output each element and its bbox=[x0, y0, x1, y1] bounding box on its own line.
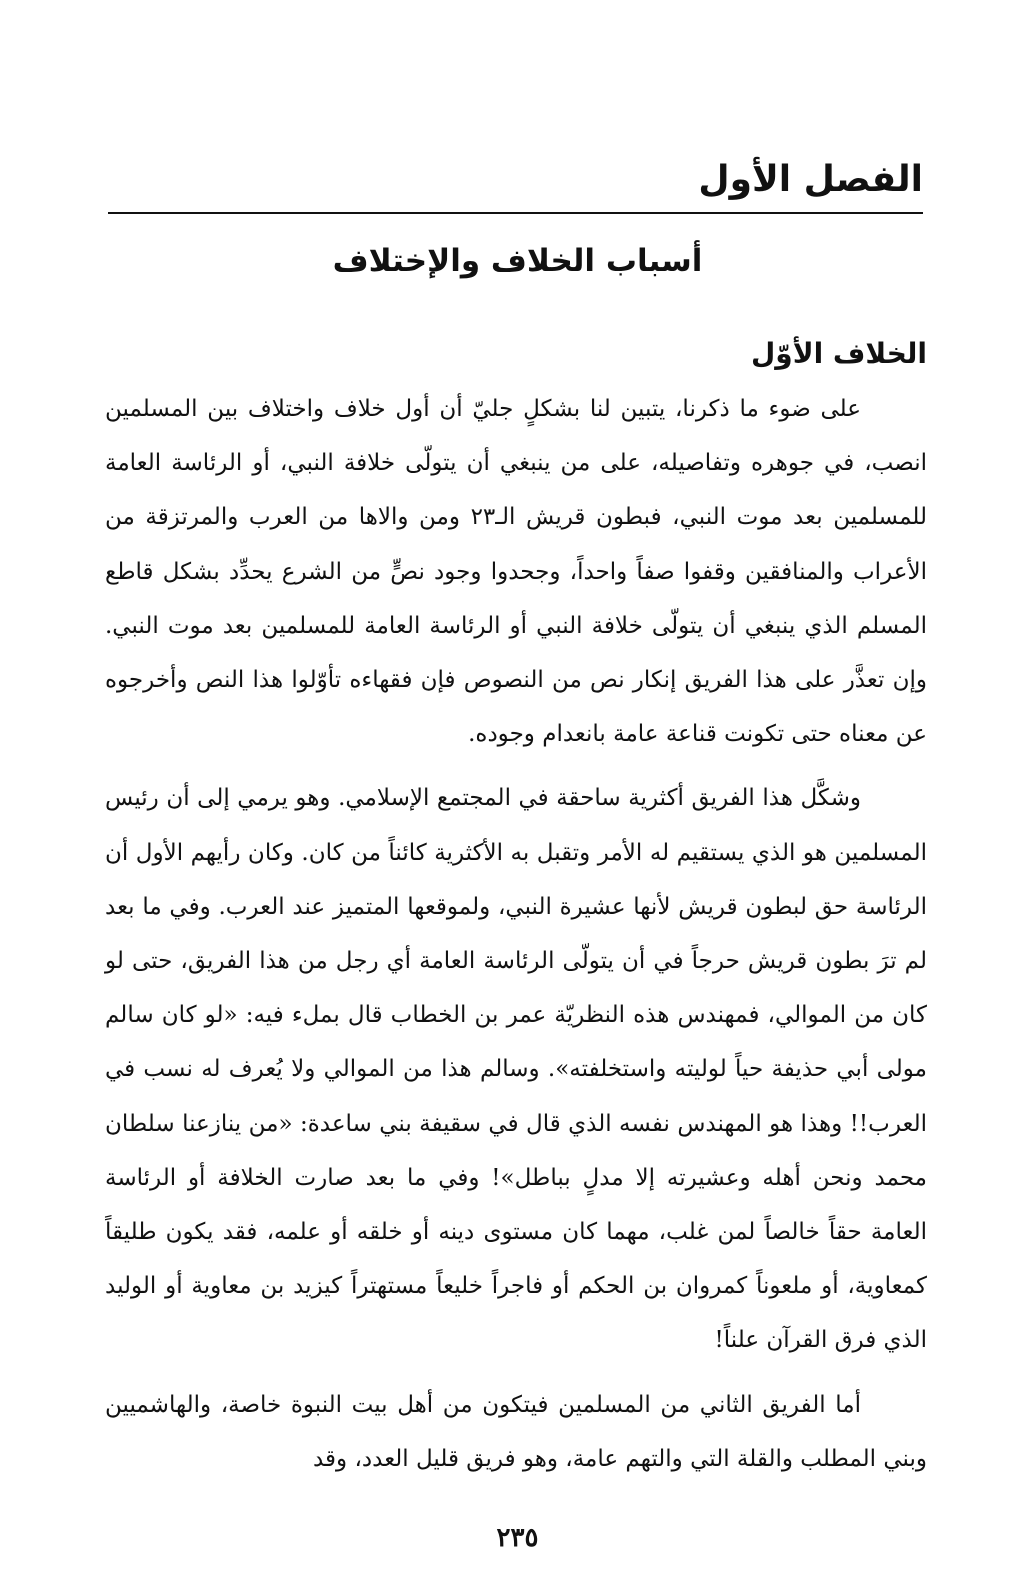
body-text bbox=[105, 382, 927, 1486]
paragraph-2: وشكَّل هذا الفريق أكثرية ساحقة في المجتمع الإسلامي. وهو يرمي إلى أن رئيس المسلمين هو الذي يستقيم له الأمر وتقبل به الأكثرية كائناً من كان. وكان رأيهم الأول أن الرئاسة حق لبطون قريش لأنها عشيرة النبي، ولموقعها المتميز عند العرب. وفي ما بعد لم ترَ بطون قريش حرجاً في أن يتولّى الرئاسة العامة أي رجل من هذا الفريق، حتى لو كان من الموالي، فمهندس هذه النظريّة عمر بن الخطاب قال بملء فيه: «لو كان سالم مولى أبي حذيفة حياً لوليته واستخلفته». وسالم هذا من الموالي ولا يُعرف له نسب في العرب!! وهذا هو المهندس نفسه الذي قال في سقيفة بني ساعدة: «من ينازعنا سلطان محمد ونحن أهله وعشيرته إلا مدلٍ بباطل»! وفي ما بعد صارت الخلافة أو الرئاسة العامة حقاً خالصاً لمن غلب، مهما كان مستوى دينه أو خلقه أو علمه، فقد يكون طليقاً كمعاوية، أو ملعوناً كمروان بن الحكم أو فاجراً خليعاً مستهتراً كيزيد بن معاوية أو الوليد الذي فرق القرآن علناً! bbox=[105, 785, 927, 1354]
page-number: ٢٣٥ bbox=[496, 1523, 539, 1553]
paragraph-1: على ضوء ما ذكرنا، يتبين لنا بشكلٍ جليّ أن أول خلاف واختلاف بين المسلمين انصب، في جوهره وتفاصيله، على من ينبغي أن يتولّى خلافة النبي، أو الرئاسة العامة للمسلمين بعد موت النبي، فبطون قريش الـ٢٣ ومن والاها من العرب والمرتزقة من الأعراب والمنافقين وقفوا صفاً واحداً، وجحدوا وجود نصٍّ من الشرع يحدِّد بشكل قاطع المسلم الذي ينبغي أن يتولّى خلافة النبي أو الرئاسة العامة للمسلمين بعد موت النبي. وإن تعذَّر على هذا الفريق إنكار نص من النصوص فإن فقهاءه تأوّلوا هذا النص وأخرجوه عن معناه حتى تكونت قناعة عامة بانعدام وجوده. bbox=[105, 396, 927, 748]
chapter-title: أسباب الخلاف والإختلاف bbox=[332, 243, 703, 279]
chapter-header bbox=[108, 150, 923, 214]
section-heading: الخلاف الأوّل bbox=[751, 337, 927, 370]
chapter-label: الفصل الأول bbox=[698, 159, 923, 200]
paragraph-3: أما الفريق الثاني من المسلمين فيتكون من أهل بيت النبوة خاصة، والهاشميين وبني المطلب والقلة التي والتهم عامة، وهو فريق قليل العدد، وقد bbox=[105, 1391, 927, 1472]
